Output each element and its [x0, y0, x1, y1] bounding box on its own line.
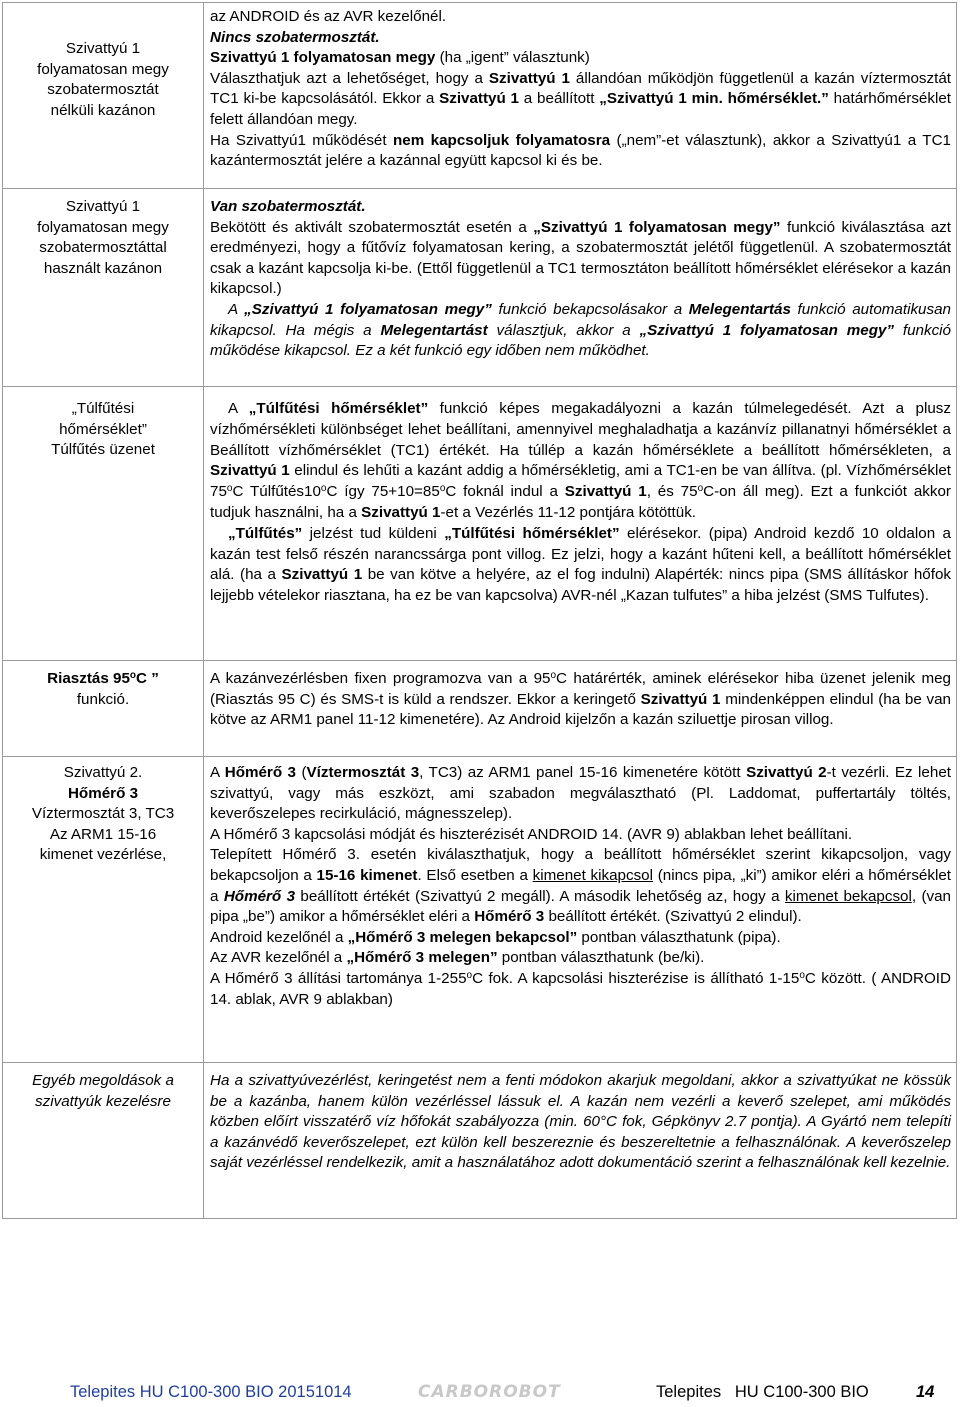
label-line: folyamatosan megy: [37, 218, 169, 236]
label-line: folyamatosan megy: [37, 60, 169, 78]
label-line: Víztermosztát 3, TC3: [31, 805, 175, 823]
row-text: [204, 661, 957, 757]
row-text: [204, 1063, 957, 1219]
section-heading: Van szobatermosztát.: [210, 198, 366, 215]
row-label: [3, 757, 204, 1063]
carborobot-logo: CARBOROBOT: [418, 1382, 561, 1402]
row-pump1-no-thermostat: [3, 3, 957, 189]
label-line: szobatermosztát: [47, 81, 159, 99]
label-line: nélküli kazánon: [50, 101, 156, 119]
label-line: „Túlfűtési: [71, 400, 135, 417]
label-line: Szivattyú 2.: [63, 764, 143, 781]
label-line: Szivattyú 1: [65, 198, 141, 215]
footer-doc-title: Telepites HU C100-300 BIO: [656, 1383, 869, 1401]
paragraph: Választhatjuk azt a lehetőséget, hogy a Szivattyú 1 állandóan működjön függetlenül a kazán víztermosztát TC1 ki-be kapcsolásától. Ekkor a Szivattyú 1 a beállított „Szivattyú 1 min. hőmérséklet.” határhőmérséklet felett állandóan megy.: [210, 69, 952, 128]
paragraph: A Hőmérő 3 állítási tartománya 1-255$^o$C fok. A kapcsolási hiszterézise is állítható 1-15$^o$C között. ( ANDROID 14. ablak, AVR 9 ablakban): [210, 969, 951, 1008]
row-alarm-95: [3, 661, 957, 757]
label-line: hőmérséklet”: [59, 420, 147, 438]
label-line: használt kazánon: [43, 259, 163, 277]
paragraph: A Hőmérő 3 (Víztermosztát 3, TC3) az ARM1 panel 15-16 kimenetére kötött Szivattyú 2-t vezérli. Ez lehet szivattyú, vagy más eszközt, ami szabadon megválasztható (Pl. Laddomat, puffertartály töltés, keverőszelepes recirkuláció, mágnesszelep).: [210, 764, 951, 823]
paragraph: A kazánvezérlésben fixen programozva van a 95$^o$C határérték, aminek elérésekor hiba üzenet jelenik meg (Riasztás 95 C) és SMS-t is küld a rendszer. Ekkor a keringető Szivattyú 1 mindenképpen elindul (ha be van kötve az ARM1 panel 11-12 kimenetére). Az Android kijelzőn a kazán sziluettje pirosan villog.: [210, 670, 952, 729]
footer-doc-id: Telepites HU C100-300 BIO 20151014: [70, 1383, 352, 1401]
carryover-text: az ANDROID és az AVR kezelőnél.: [210, 8, 447, 25]
row-label: [3, 387, 204, 661]
row-label: [3, 189, 204, 387]
label-line: Riasztás 95$^o$C ”: [47, 670, 159, 687]
row-label: [3, 1063, 204, 1219]
label-line: Túlfűtés üzenet: [51, 441, 155, 459]
label-line: kimenet vezérlése,: [39, 846, 167, 864]
row-text: [204, 3, 957, 189]
row-pump1-with-thermostat: [3, 189, 957, 387]
label-line: funkció.: [76, 690, 130, 708]
paragraph: Ha a szivattyúvezérlést, keringetést nem a fenti módokon akarjuk megoldani, akkor a szivattyúkat ne kössük be a kazánba, hanem külön vezérléssel lássuk el. A kazán nem vezérli a keverő szelepet, ami működés közben előírt visszatérő víz hőfokát szabályozza (min. 60°C fok, Gépkönyv 2.7 pontja). A Gyártó nem telepíti a kazánvédő keverőszelepet, ezt külön kell beszereznie és beszereltetnie a felhasználónak. A keverőszelep saját vezérléssel rendelkezik, amit a használatához adott dokumentáció szerint a felhasználónak kell kezelnie.: [210, 1072, 951, 1172]
paragraph: Az AVR kezelőnél a „Hőmérő 3 melegen” pontban választhatunk (be/ki).: [210, 949, 705, 967]
row-text: [204, 189, 957, 387]
paragraph: A „Szivattyú 1 folyamatosan megy” funkció bekapcsolásakor a Melegentartás funkció automatikusan kikapcsol. Ha mégis a Melegentartást választjuk, akkor a „Szivattyú 1 folyamatosan megy” funkció működése kikapcsol. Ez a két funkció egy időben nem működhet.: [210, 300, 952, 360]
label-line: Hőmérő 3: [67, 784, 139, 802]
paragraph: Telepített Hőmérő 3. esetén kiválaszthatjuk, hogy a beállított hőmérséklet szerint kikapcsoljon, vagy bekapcsoljon a 15-16 kimenet. Első esetben a kimenet kikapcsol (nincs pipa, „ki”) amikor eléri a hőmérséklet a Hőmérő 3 beállított értékét (Szivattyú 2 megáll). A második lehetőség az, hogy a kimenet bekapcsol, (van pipa „be”) amikor a hőmérséklet eléri a Hőmérő 3 beállított értékét. (Szivattyú 2 elindul).: [210, 846, 952, 926]
paragraph: Bekötött és aktivált szobatermosztát esetén a „Szivattyú 1 folyamatosan megy” funkció kiválasztása azt eredményezi, hogy a fűtővíz folyamatosan kering, a szobatermosztát jelétől függetlenül. A szobatermosztát csak a kazánt kapcsolja ki-be. (Ettől függetlenül a TC1 termosztáton beállított hőmérséklet elérésekor a kazán kikapcsol.): [210, 218, 951, 298]
paragraph: Ha Szivattyú1 működését nem kapcsoljuk folyamatosra („nem”-et választunk), akkor a Szivattyú1 a TC1 kazántermosztát jelére a kazánnal együtt kapcsol ki és be.: [210, 131, 951, 170]
label-line: Szivattyú 1: [65, 40, 141, 57]
page-footer: [0, 1383, 960, 1407]
section-heading: Nincs szobatermosztát.: [210, 28, 380, 46]
label-line: Az ARM1 15-16: [49, 825, 157, 843]
row-label: [3, 3, 204, 189]
row-label: [3, 661, 204, 757]
row-other-solutions: [3, 1063, 957, 1219]
row-text: [204, 387, 957, 661]
label-line: szobatermosztáttal: [39, 239, 167, 257]
row-text: [204, 757, 957, 1063]
paragraph: Szivattyú 1 folyamatosan megy (ha „igent” választunk): [210, 49, 590, 67]
row-overheat: [3, 387, 957, 661]
label-line: Egyéb megoldások a: [32, 1072, 174, 1089]
paragraph: A „Túlfűtési hőmérséklet” funkció képes megakadályozni a kazán túlmelegedését. Azt a plusz vízhőmérsékleti különbséget lehet beállítani, amennyivel meghaladhatja a kazánvíz pillanatnyi hőmérséklet a Beállított vízhőmérséklet (TC1) értékét. Ha túllép a kazán hőmérséklete a beállított hőmérsékleten, a Szivattyú 1 elindul és lehűti a kazánt addig a hőmérsékletig, ami a TC1-en be van állítva. (pl. Vízhőmérséklet 75$^o$C Túlfűtés10$^o$C így $75+10=85^oC$ foknál indul a Szivattyú 1, és 75$^o$C-on áll meg). Ezt a funkciót akkor tudjuk használni, ha a Szivattyú 1-et a Vezérlés 11-12 pontjára kötöttük.: [210, 400, 951, 521]
page-number: 14: [916, 1383, 935, 1401]
content-table: [2, 2, 957, 1219]
paragraph: Android kezelőnél a „Hőmérő 3 melegen bekapcsol” pontban választhatunk (pipa).: [210, 928, 781, 946]
paragraph: A Hőmérő 3 kapcsolási módját és hiszterézisét ANDROID 14. (AVR 9) ablakban lehet beállítani.: [210, 825, 853, 843]
label-line: szivattyúk kezelésre: [35, 1092, 171, 1110]
row-pump2: [3, 757, 957, 1063]
paragraph: „Túlfűtés” jelzést tud küldeni „Túlfűtési hőmérséklet” elérésekor. (pipa) Android kezdő 10 oldalon a kazán test felső részén narancssárga pont villog. Ez jelzi, hogy a kazánt hűteni kell, a beállított hőmérséklet alá. (ha a Szivattyú 1 be van kötve a helyére, az el fog indulni) Alapérték: nincs pipa (SMS állításkor hőfok lejjebb vételekor riasztana, ha ez be van kapcsolva) AVR-nél „Kazan tulfutes” a hiba jelzést (SMS Tulfutes).: [210, 524, 952, 605]
